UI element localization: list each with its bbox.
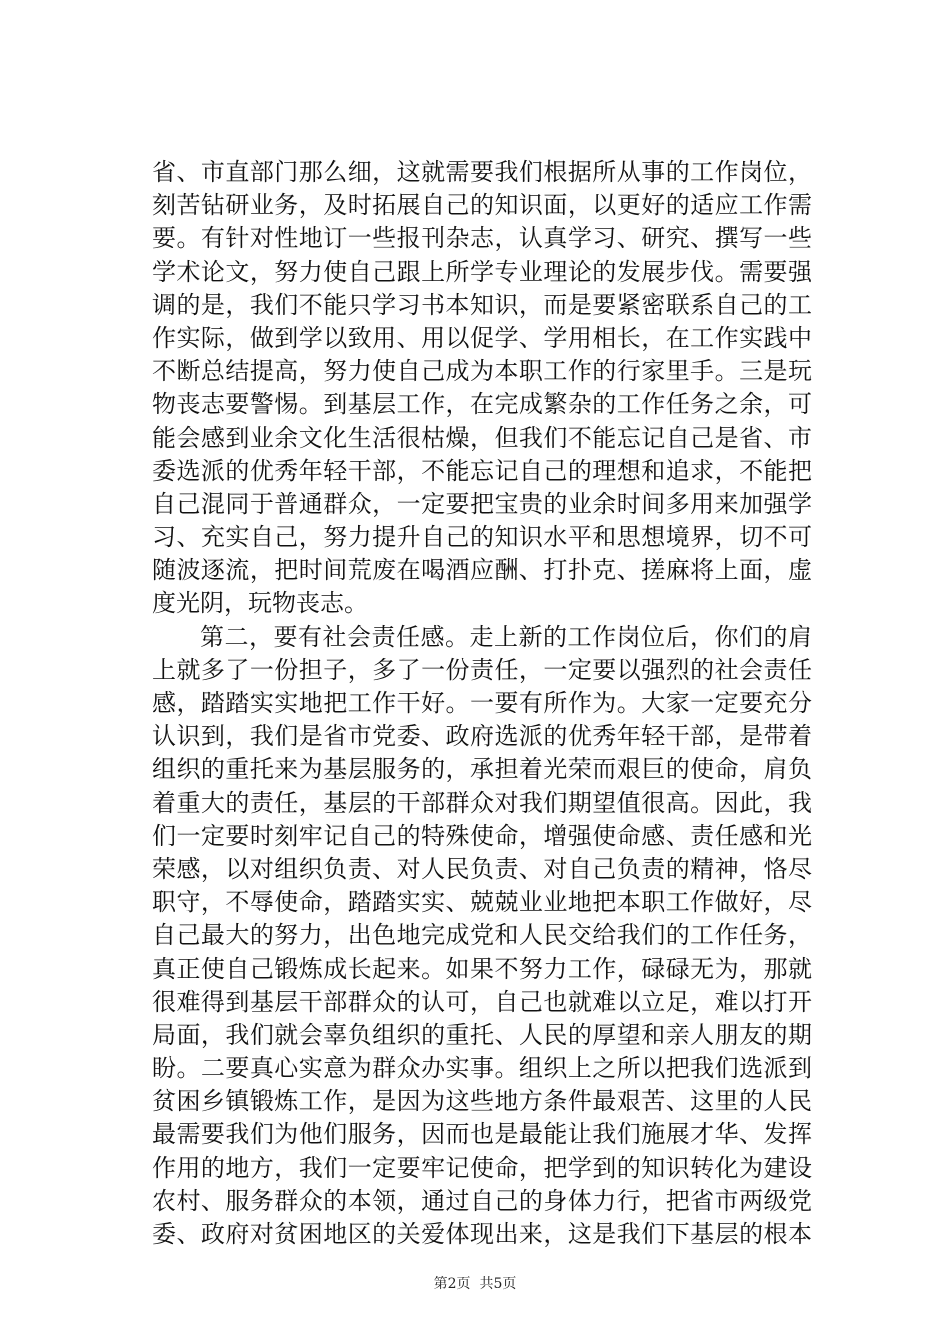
text-line: 不断总结提高，努力使自己成为本职工作的行家里手。三是玩 bbox=[152, 357, 812, 386]
text-line: 认识到，我们是省市党委、政府选派的优秀年轻干部，是带着 bbox=[152, 722, 812, 751]
text-line: 学术论文，努力使自己跟上所学专业理论的发展步伐。需要强 bbox=[152, 257, 812, 286]
paragraph bbox=[152, 621, 812, 1252]
text-line: 自己最大的努力，出色地完成党和人民交给我们的工作任务， bbox=[152, 921, 812, 950]
text-line: 局面，我们就会辜负组织的重托、人民的厚望和亲人朋友的期 bbox=[152, 1020, 812, 1049]
body-text bbox=[152, 156, 812, 1251]
text-line: 要。有针对性地订一些报刊杂志，认真学习、研究、撰写一些 bbox=[152, 224, 812, 253]
text-line: 刻苦钻研业务，及时拓展自己的知识面，以更好的适应工作需 bbox=[152, 191, 812, 220]
text-line: 委、政府对贫困地区的关爱体现出来，这是我们下基层的根本 bbox=[152, 1220, 812, 1248]
text-line: 职守，不辱使命，踏踏实实、兢兢业业地把本职工作做好，尽 bbox=[152, 888, 812, 917]
text-line: 组织的重托来为基层服务的，承担着光荣而艰巨的使命，肩负 bbox=[152, 755, 812, 784]
page-footer: 第2页 共5页 bbox=[433, 1276, 517, 1292]
text-line: 很难得到基层干部群众的认可，自己也就难以立足，难以打开 bbox=[152, 987, 812, 1016]
text-line: 度光阴，玩物丧志。 bbox=[152, 589, 368, 618]
text-line: 盼。二要真心实意为群众办实事。组织上之所以把我们选派到 bbox=[152, 1054, 812, 1083]
text-line: 省、市直部门那么细，这就需要我们根据所从事的工作岗位， bbox=[152, 158, 812, 186]
text-line: 习、充实自己，努力提升自己的知识水平和思想境界，切不可 bbox=[152, 523, 812, 552]
text-line: 第二，要有社会责任感。走上新的工作岗位后，你们的肩 bbox=[200, 622, 812, 651]
text-line: 荣感，以对组织负责、对人民负责、对自己负责的精神，恪尽 bbox=[152, 854, 812, 883]
text-line: 上就多了一份担子，多了一份责任，一定要以强烈的社会责任 bbox=[152, 655, 812, 684]
text-line: 调的是，我们不能只学习书本知识，而是要紧密联系自己的工 bbox=[152, 290, 812, 319]
text-line: 委选派的优秀年轻干部，不能忘记自己的理想和追求，不能把 bbox=[152, 456, 812, 485]
text-line: 贫困乡镇锻炼工作，是因为这些地方条件最艰苦、这里的人民 bbox=[152, 1087, 812, 1116]
text-line: 物丧志要警惕。到基层工作，在完成繁杂的工作任务之余，可 bbox=[152, 390, 812, 419]
text-line: 能会感到业余文化生活很枯燥，但我们不能忘记自己是省、市 bbox=[152, 423, 812, 452]
text-line: 作实际，做到学以致用、用以促学、学用相长，在工作实践中 bbox=[152, 323, 812, 352]
text-line: 农村、服务群众的本领，通过自己的身体力行，把省市两级党 bbox=[152, 1186, 812, 1215]
text-line: 作用的地方，我们一定要牢记使命，把学到的知识转化为建设 bbox=[152, 1153, 812, 1182]
text-line: 着重大的责任，基层的干部群众对我们期望值很高。因此，我 bbox=[152, 788, 812, 817]
text-line: 自己混同于普通群众，一定要把宝贵的业余时间多用来加强学 bbox=[152, 489, 812, 518]
paragraph bbox=[152, 156, 812, 621]
text-line: 最需要我们为他们服务，因而也是最能让我们施展才华、发挥 bbox=[152, 1120, 812, 1149]
text-line: 感，踏踏实实地把工作干好。一要有所作为。大家一定要充分 bbox=[152, 689, 812, 717]
text-line: 随波逐流，把时间荒废在喝酒应酬、打扑克、搓麻将上面，虚 bbox=[152, 556, 812, 585]
text-line: 们一定要时刻牢记自己的特殊使命，增强使命感、责任感和光 bbox=[152, 821, 812, 850]
text-line: 真正使自己锻炼成长起来。如果不努力工作，碌碌无为，那就 bbox=[152, 954, 812, 983]
